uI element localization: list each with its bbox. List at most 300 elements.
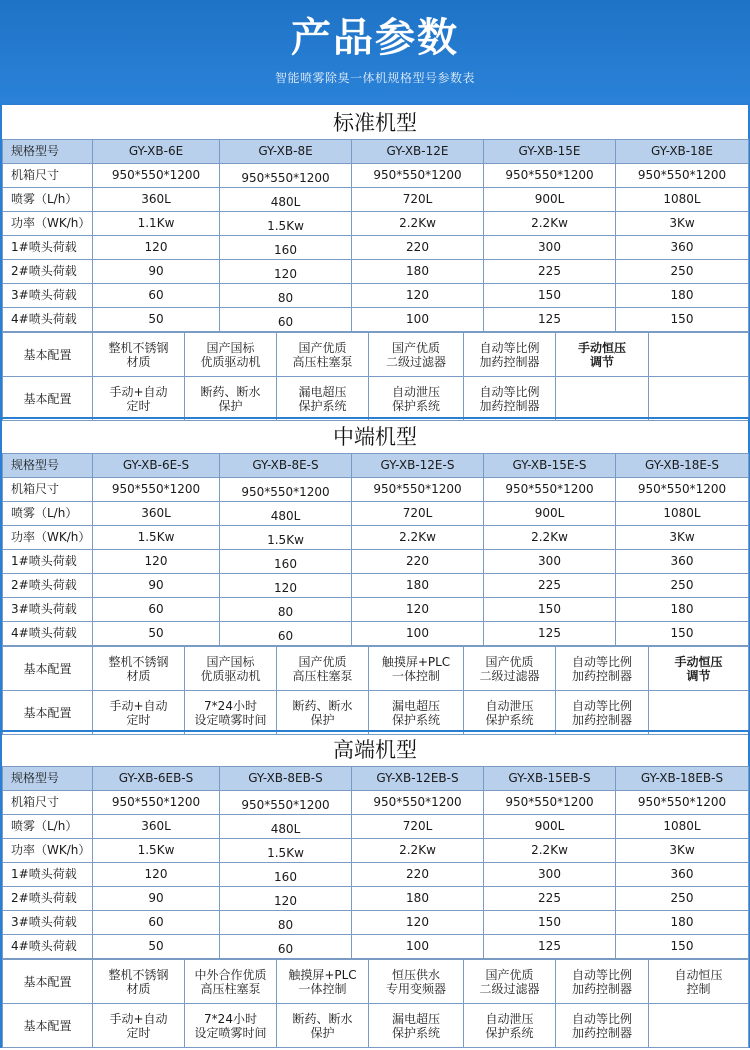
row-label: 4#喷头荷载 [3,935,93,959]
table-cell [220,839,352,863]
table-cell [484,791,616,815]
cell-value: 80 [277,918,294,932]
table-cell [93,236,220,260]
config-value: 7*24小时 设定喷雾时间 [194,1011,267,1040]
cell-value: 950*550*1200 [111,482,201,496]
cell-value: 360 [670,867,694,881]
table-cell [616,598,749,622]
table-cell [484,236,616,260]
table-cell [352,526,484,550]
cell-value: 950*550*1200 [637,795,727,809]
table-cell [93,502,220,526]
cell-value: GY-XB-6E [128,144,184,158]
config-cell [93,960,185,1004]
table-cell [484,164,616,188]
table-cell [616,815,749,839]
size-row [3,164,749,188]
config-table [2,959,749,1048]
config-value: 国产优质 二级过滤器 [479,654,540,683]
cell-value: 360L [141,506,171,520]
size-row [3,791,749,815]
cell-value: 950*550*1200 [505,795,594,809]
cell-value: 1.5Kw [137,530,175,544]
row-label: 4#喷头荷载 [3,308,93,332]
table-cell [352,308,484,332]
table-cell [616,911,749,935]
config-cell [649,647,749,691]
config-cell [185,377,277,421]
nozzle3-row [3,284,749,308]
cell-value: 120 [144,554,168,568]
cell-value: 220 [406,867,429,881]
config-cell [369,647,464,691]
table-cell [220,454,352,478]
nozzle1-row [3,863,749,887]
config-cell [93,1004,185,1048]
config-value: 整机不锈钢 材质 [108,654,169,683]
config-cell [277,1004,369,1048]
cell-value: 250 [670,891,694,905]
config-value: 触摸屏+PLC 一体控制 [288,967,357,996]
cell-value: GY-XB-6EB-S [118,771,194,785]
config-value: 手动+自动 定时 [109,1011,168,1040]
config1-row [3,333,749,377]
table-cell [93,284,220,308]
cell-value: GY-XB-8E [258,144,313,158]
config-cell [649,960,749,1004]
config-cell [464,691,556,735]
cell-value: 900L [534,506,565,520]
cell-value: 300 [538,554,561,568]
cell-value: GY-XB-18EB-S [640,771,724,785]
table-cell [616,839,749,863]
cell-value: 60 [148,288,164,302]
table-cell [484,526,616,550]
cell-value: 80 [277,291,294,305]
table-cell [352,550,484,574]
table-cell [93,767,220,791]
config-value: 手动恒压 调节 [674,654,723,683]
table-cell [93,164,220,188]
cell-value: 180 [406,891,429,905]
table-cell [93,815,220,839]
table-cell [352,791,484,815]
config-cell [464,377,556,421]
cell-value: 120 [274,267,297,281]
config-value: 自动恒压 控制 [674,967,723,996]
config-value: 自动等比例 加药控制器 [479,340,540,369]
cell-value: GY-XB-18E-S [645,458,719,472]
table-cell [484,140,616,164]
table-cell [352,911,484,935]
row-label: 喷雾（L/h） [3,188,93,212]
table-cell [484,574,616,598]
cell-value: 900L [534,192,565,206]
table-cell [484,550,616,574]
table-cell [484,863,616,887]
cell-value: 160 [274,243,297,257]
config-cell [277,333,369,377]
table-cell [220,574,352,598]
table-cell [616,887,749,911]
cell-value: 480L [270,822,301,836]
section-1 [0,103,750,421]
config-value: 触摸屏+PLC 一体控制 [381,654,451,683]
cell-value: 1080L [663,819,701,833]
cell-value: 1.5Kw [267,219,304,233]
table-cell [616,767,749,791]
cell-value: 1.5Kw [137,843,175,857]
cell-value: 150 [538,915,561,929]
table-cell [93,212,220,236]
config-cell [649,333,749,377]
row-label: 2#喷头荷载 [3,574,93,598]
config-cell [556,647,649,691]
cell-value: 150 [670,939,694,953]
row-label: 1#喷头荷载 [3,550,93,574]
table-cell [220,622,352,646]
table-cell [352,188,484,212]
cell-value: 220 [406,554,429,568]
spray-row [3,188,749,212]
table-cell [220,887,352,911]
cell-value: 225 [538,578,561,592]
page-header [0,0,750,103]
cell-value: 1080L [663,192,701,206]
cell-value: 125 [538,312,561,326]
nozzle1-row [3,550,749,574]
config-value: 国产优质 二级过滤器 [479,967,540,996]
config-cell [649,691,749,735]
config-cell [277,647,369,691]
config2-row [3,691,749,735]
table-cell [484,598,616,622]
table-cell [93,887,220,911]
config-cell [556,1004,649,1048]
nozzle4-row [3,308,749,332]
table-cell [484,839,616,863]
config-value: 自动泄压 保护系统 [485,1011,534,1040]
config-cell [556,333,649,377]
table-cell [352,598,484,622]
table-cell [616,863,749,887]
config-value: 手动+自动 定时 [109,698,168,727]
table-cell [616,550,749,574]
table-cell [220,284,352,308]
config-value: 国产国标 优质驱动机 [200,654,261,683]
cell-value: 950*550*1200 [637,168,727,182]
table-cell [93,260,220,284]
row-label: 1#喷头荷载 [3,863,93,887]
cell-value: 120 [274,894,297,908]
table-cell [484,308,616,332]
cell-value: 120 [144,867,168,881]
config-cell [464,333,556,377]
cell-value: 90 [148,264,164,278]
config-cell [464,960,556,1004]
table-cell [93,622,220,646]
config-value: 中外合作优质 高压柱塞泵 [194,967,267,996]
config-cell [185,691,277,735]
cell-value: 80 [277,605,294,619]
cell-value: 360 [670,554,694,568]
table-cell [616,574,749,598]
table-cell [93,526,220,550]
cell-value: 225 [538,891,561,905]
row-label: 1#喷头荷载 [3,236,93,260]
cell-value: 480L [270,509,301,523]
cell-value: 720L [402,819,433,833]
spec-table [2,453,749,646]
table-cell [484,478,616,502]
row-label: 规格型号 [3,454,93,478]
config-cell [649,377,749,421]
spec-table [2,139,749,332]
cell-value: 950*550*1200 [111,168,201,182]
config1-row [3,647,749,691]
table-cell [220,164,352,188]
cell-value: 60 [277,315,294,329]
config-cell [369,1004,464,1048]
table-cell [352,236,484,260]
table-cell [352,887,484,911]
cell-value: 90 [148,891,164,905]
cell-value: 50 [148,939,164,953]
cell-value: 900L [534,819,565,833]
nozzle2-row [3,887,749,911]
table-cell [616,140,749,164]
row-label: 4#喷头荷载 [3,622,93,646]
config-table [2,646,749,735]
table-cell [352,767,484,791]
table-cell [93,140,220,164]
row-label: 3#喷头荷载 [3,911,93,935]
cell-value: 2.2Kw [531,843,568,857]
cell-value: 125 [538,939,561,953]
cell-value: 2.2Kw [531,530,568,544]
table-cell [352,863,484,887]
table-cell [352,164,484,188]
cell-value: 100 [406,939,429,953]
table-cell [616,454,749,478]
table-cell [352,622,484,646]
config-cell [185,333,277,377]
table-cell [352,478,484,502]
cell-value: 120 [144,240,168,254]
table-cell [484,502,616,526]
cell-value: 3Kw [669,216,695,230]
cell-value: 950*550*1200 [505,168,594,182]
cell-value: 2.2Kw [399,216,436,230]
cell-value: 220 [406,240,429,254]
model-row [3,140,749,164]
cell-value: 90 [148,578,164,592]
cell-value: 1.1Kw [137,216,175,230]
cell-value: 160 [274,557,297,571]
table-cell [616,502,749,526]
table-cell [220,260,352,284]
table-cell [220,502,352,526]
cell-value: GY-XB-8E-S [252,458,319,472]
cell-value: 60 [277,629,294,643]
config-value: 断药、断水 保护 [292,698,353,727]
cell-value: 125 [538,626,561,640]
config-value: 自动泄压 保护系统 [485,698,534,727]
config-cell [649,1004,749,1048]
cell-value: 100 [406,626,429,640]
table-cell [220,598,352,622]
spray-row [3,815,749,839]
config-value: 断药、断水 保护 [292,1011,353,1040]
table-cell [352,502,484,526]
row-label: 基本配置 [3,377,93,421]
nozzle2-row [3,260,749,284]
table-cell [93,550,220,574]
cell-value: 180 [670,915,694,929]
cell-value: 120 [274,581,297,595]
config-cell [277,960,369,1004]
config-cell [185,960,277,1004]
config-value: 恒压供水 专用变频器 [385,967,446,996]
power-row [3,212,749,236]
cell-value: 160 [274,870,297,884]
section-title: 高端机型 [2,730,748,766]
row-label: 功率（WK/h） [3,526,93,550]
table-cell [220,911,352,935]
cell-value: 225 [538,264,561,278]
row-label: 3#喷头荷载 [3,284,93,308]
cell-value: 150 [538,288,561,302]
row-label: 规格型号 [3,140,93,164]
table-cell [220,140,352,164]
cell-value: 950*550*1200 [373,482,462,496]
cell-value: 3Kw [669,843,695,857]
spec-table [2,766,749,959]
row-label: 机箱尺寸 [3,164,93,188]
row-label: 机箱尺寸 [3,478,93,502]
row-label: 3#喷头荷载 [3,598,93,622]
row-label: 功率（WK/h） [3,839,93,863]
cell-value: 150 [670,312,694,326]
row-label: 基本配置 [3,647,93,691]
cell-value: 250 [670,264,694,278]
table-cell [616,935,749,959]
config-cell [464,1004,556,1048]
cell-value: 1.5Kw [267,846,304,860]
table-cell [616,526,749,550]
table-cell [616,478,749,502]
config-value: 整机不锈钢 材质 [108,967,169,996]
table-cell [352,935,484,959]
cell-value: GY-XB-6E-S [122,458,190,472]
table-cell [484,188,616,212]
cell-value: 1.5Kw [267,533,304,547]
table-cell [616,622,749,646]
cell-value: 950*550*1200 [111,795,201,809]
table-cell [220,550,352,574]
table-cell [484,935,616,959]
cell-value: 50 [148,312,164,326]
table-cell [616,236,749,260]
cell-value: GY-XB-18E [651,144,713,158]
cell-value: 120 [406,288,429,302]
table-cell [352,260,484,284]
model-row [3,454,749,478]
config-value: 自动等比例 加药控制器 [571,654,632,683]
section-3 [0,730,750,1048]
cell-value: 300 [538,867,561,881]
table-cell [220,815,352,839]
power-row [3,526,749,550]
section-title: 中端机型 [2,417,748,453]
config-cell [556,960,649,1004]
cell-value: 180 [670,288,694,302]
table-cell [484,911,616,935]
table-cell [352,839,484,863]
nozzle3-row [3,911,749,935]
config-cell [464,647,556,691]
table-cell [484,815,616,839]
size-row [3,478,749,502]
table-cell [484,454,616,478]
cell-value: 120 [406,602,429,616]
cell-value: GY-XB-12E [386,144,449,158]
table-cell [220,308,352,332]
config-value: 漏电超压 保护系统 [391,698,440,727]
config-cell [369,691,464,735]
config-cell [277,691,369,735]
cell-value: 120 [406,915,429,929]
cell-value: 180 [406,264,429,278]
nozzle2-row [3,574,749,598]
row-label: 规格型号 [3,767,93,791]
table-cell [93,791,220,815]
cell-value: 180 [406,578,429,592]
config-value: 自动等比例 加药控制器 [571,967,632,996]
config2-row [3,377,749,421]
cell-value: 150 [670,626,694,640]
table-cell [220,935,352,959]
config-cell [93,647,185,691]
cell-value: 250 [670,578,694,592]
cell-value: 60 [148,915,164,929]
config-table [2,332,749,421]
table-cell [484,260,616,284]
table-cell [220,212,352,236]
config-cell [277,377,369,421]
config-cell [93,333,185,377]
table-cell [93,598,220,622]
table-cell [484,622,616,646]
cell-value: 150 [538,602,561,616]
cell-value: 950*550*1200 [373,168,462,182]
table-cell [352,284,484,308]
table-cell [616,308,749,332]
cell-value: GY-XB-12EB-S [376,771,459,785]
table-cell [484,212,616,236]
nozzle4-row [3,935,749,959]
table-cell [93,839,220,863]
row-label: 基本配置 [3,333,93,377]
table-cell [616,791,749,815]
cell-value: 950*550*1200 [373,795,462,809]
config-value: 自动泄压 保护系统 [391,384,440,413]
spray-row [3,502,749,526]
cell-value: GY-XB-8EB-S [248,771,323,785]
cell-value: 480L [270,195,301,209]
config-cell [93,691,185,735]
config-value: 整机不锈钢 材质 [108,340,169,369]
